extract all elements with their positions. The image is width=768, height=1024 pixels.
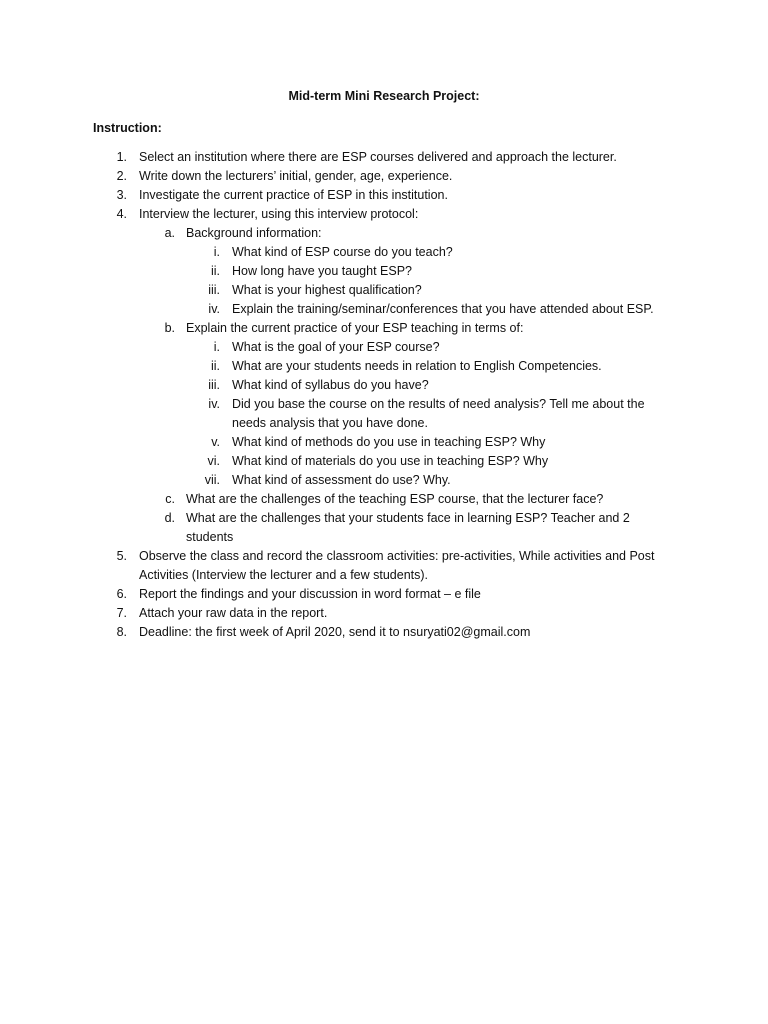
list-item-text: What kind of syllabus do you have? bbox=[232, 378, 429, 392]
sub-list-item bbox=[0, 509, 768, 528]
list-marker: v. bbox=[211, 435, 220, 449]
list-item bbox=[0, 604, 768, 623]
list-marker: iv. bbox=[208, 302, 220, 316]
list-marker: vi. bbox=[207, 454, 220, 468]
list-marker: i. bbox=[213, 340, 220, 354]
sub-sub-list-item bbox=[0, 262, 768, 281]
list-item-text: Explain the current practice of your ESP teaching in terms of: bbox=[186, 321, 524, 335]
list-item-text: How long have you taught ESP? bbox=[232, 264, 412, 278]
list-item-text: What are your students needs in relation to English Competencies. bbox=[232, 359, 602, 373]
list-marker: ii. bbox=[210, 359, 220, 373]
list-item-text: Attach your raw data in the report. bbox=[139, 606, 328, 620]
list-marker: 1. bbox=[116, 150, 127, 164]
list-item bbox=[0, 167, 768, 186]
list-marker: ii. bbox=[210, 264, 220, 278]
sub-list-item bbox=[0, 224, 768, 243]
list-marker: 3. bbox=[116, 188, 127, 202]
list-item-text: What is your highest qualification? bbox=[232, 283, 422, 297]
list-marker: 6. bbox=[116, 587, 127, 601]
list-item-text-continued: needs analysis that you have done. bbox=[232, 416, 428, 430]
list-item bbox=[0, 547, 768, 566]
sub-sub-list-item bbox=[0, 376, 768, 395]
list-item-text-continued: Activities (Interview the lecturer and a few students). bbox=[139, 568, 429, 582]
sub-sub-list-item bbox=[0, 452, 768, 471]
sub-sub-list-item bbox=[0, 338, 768, 357]
list-item-text: Interview the lecturer, using this interview protocol: bbox=[139, 207, 419, 221]
list-item-text: Did you base the course on the results of need analysis? Tell me about the bbox=[232, 397, 645, 411]
list-marker: 5. bbox=[116, 549, 127, 563]
list-marker: vii. bbox=[204, 473, 220, 487]
list-marker: d. bbox=[164, 511, 175, 525]
list-item-text: Investigate the current practice of ESP in this institution. bbox=[139, 188, 448, 202]
list-item-text: What are the challenges that your students face in learning ESP? Teacher and 2 bbox=[186, 511, 630, 525]
list-item-text: What kind of assessment do use? Why. bbox=[232, 473, 451, 487]
list-item-text: Background information: bbox=[186, 226, 322, 240]
instruction-list bbox=[0, 148, 768, 642]
instruction-heading: Instruction: bbox=[93, 121, 162, 135]
sub-sub-list-item bbox=[0, 243, 768, 262]
list-marker: iii. bbox=[208, 283, 220, 297]
sub-sub-list-item bbox=[0, 471, 768, 490]
list-item-text-continued: students bbox=[186, 530, 234, 544]
sub-sub-list-item bbox=[0, 300, 768, 319]
sub-sub-list-item bbox=[0, 357, 768, 376]
list-item-text: Explain the training/seminar/conferences that you have attended about ESP. bbox=[232, 302, 654, 316]
list-item-continuation bbox=[0, 414, 768, 433]
sub-sub-list-item bbox=[0, 395, 768, 414]
list-item-continuation bbox=[0, 566, 768, 585]
list-item bbox=[0, 585, 768, 604]
list-item-text: Select an institution where there are ESP courses delivered and approach the lecturer. bbox=[139, 150, 617, 164]
sub-sub-list-item bbox=[0, 433, 768, 452]
list-item-text: Report the findings and your discussion in word format – e file bbox=[139, 587, 481, 601]
list-item bbox=[0, 205, 768, 224]
list-item-text: What kind of ESP course do you teach? bbox=[232, 245, 453, 259]
list-item-text: Write down the lecturers’ initial, gender, age, experience. bbox=[139, 169, 453, 183]
list-marker: b. bbox=[164, 321, 175, 335]
list-marker: iv. bbox=[208, 397, 220, 411]
list-item-text: Deadline: the first week of April 2020, send it to nsuryati02@gmail.com bbox=[139, 625, 531, 639]
list-item-text: Observe the class and record the classroom activities: pre-activities, While activities and Post bbox=[139, 549, 655, 563]
list-item-continuation bbox=[0, 528, 768, 547]
list-marker: 7. bbox=[116, 606, 127, 620]
list-marker: 8. bbox=[116, 625, 127, 639]
list-item-text: What kind of methods do you use in teaching ESP? Why bbox=[232, 435, 546, 449]
list-item-text: What kind of materials do you use in teaching ESP? Why bbox=[232, 454, 549, 468]
list-marker: i. bbox=[213, 245, 220, 259]
page-title: Mid-term Mini Research Project: bbox=[288, 89, 480, 103]
list-item-text: What are the challenges of the teaching ESP course, that the lecturer face? bbox=[186, 492, 604, 506]
list-marker: c. bbox=[165, 492, 175, 506]
sub-list-item bbox=[0, 319, 768, 338]
list-item-text: What is the goal of your ESP course? bbox=[232, 340, 440, 354]
sub-list-item bbox=[0, 490, 768, 509]
list-item bbox=[0, 623, 768, 642]
list-marker: iii. bbox=[208, 378, 220, 392]
list-item bbox=[0, 148, 768, 167]
list-marker: a. bbox=[164, 226, 175, 240]
list-item bbox=[0, 186, 768, 205]
list-marker: 2. bbox=[116, 169, 127, 183]
sub-sub-list-item bbox=[0, 281, 768, 300]
list-marker: 4. bbox=[116, 207, 127, 221]
